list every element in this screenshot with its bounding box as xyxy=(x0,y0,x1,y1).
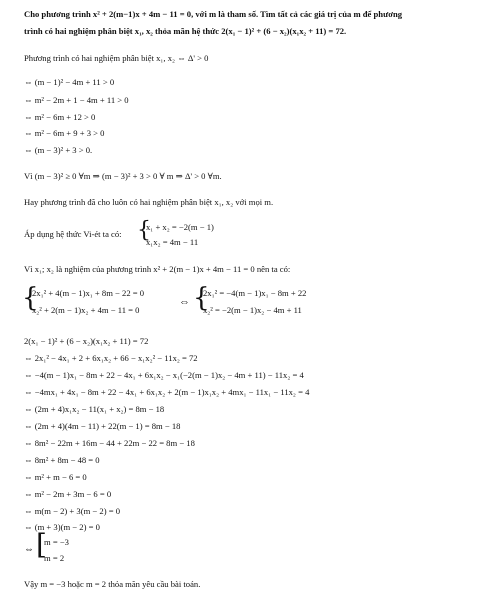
equivalence-arrow: ⇔ xyxy=(179,296,190,308)
system-eq: 2x₁² + 4(m − 1)x₁ + 8m − 22 = 0 xyxy=(32,288,145,298)
system-eq: x₂² + 2(m − 1)x₂ + 4m − 11 = 0 xyxy=(32,305,140,315)
condition-step: ⇔ m² − 6m + 9 + 3 > 0 xyxy=(24,128,105,138)
condition-step: ⇔ m² − 6m + 12 > 0 xyxy=(24,112,96,122)
system-brace-left: { xyxy=(22,283,39,313)
problem-line-1: Cho phương trình x² + 2(m−1)x + 4m − 11 = 0, với m là tham số. Tìm tất cả các giá trị của m để phương xyxy=(24,9,403,19)
because-line: Vì (m − 3)² ≥ 0 ∀m ⇒ (m − 3)² + 3 > 0 ∀ m ⇒ Δ' > 0 ∀m. xyxy=(24,171,222,181)
case-line: m = −3 xyxy=(44,537,69,547)
solution-step: ⇔ 8m² − 22m + 16m − 44 + 22m − 22 = 8m − 18 xyxy=(24,438,195,448)
solution-step: ⇔ (m + 3)(m − 2) = 0 xyxy=(24,522,100,532)
case-bracket: [ xyxy=(36,528,47,561)
vieta-label: Áp dụng hệ thức Vi-ét ta có: xyxy=(24,229,122,239)
vieta-sum: x₁ + x₂ = −2(m − 1) xyxy=(146,222,214,232)
solution-step: ⇔ (2m + 4)x₁x₂ − 11(x₁ + x₂) = 8m − 18 xyxy=(24,404,165,414)
conclusion-line: Hay phương trình đã cho luôn có hai nghiệm phân biệt x₁, x₂ với mọi m. xyxy=(24,197,274,207)
vieta-brace: { xyxy=(137,218,151,243)
vieta-product: x₁x₂ = 4m − 11 xyxy=(146,237,199,247)
condition-step: ⇔ (m − 1)² − 4m + 11 > 0 xyxy=(24,77,115,87)
system-brace-right: { xyxy=(193,283,210,313)
solution-step: ⇔ −4(m − 1)x₁ − 8m + 22 − 4x₁ + 6x₁x₂ − x₁(−2(m − 1)x₂ − 4m + 11) − 11x₂ = 4 xyxy=(24,370,304,380)
condition-intro: Phương trình có hai nghiệm phân biệt x₁, x₂ ⇔ Δ' > 0 xyxy=(24,53,209,63)
problem-line-2: trình có hai nghiệm phân biệt x₁, x₂ thỏa mãn hệ thức 2(x₁ − 1)² + (6 − x₂)(x₁x₂ + 11) = 72. xyxy=(24,26,347,36)
condition-step: ⇔ (m − 3)² + 3 > 0. xyxy=(24,145,93,155)
final-answer: Vậy m = −3 hoặc m = 2 thỏa mãn yêu cầu bài toán. xyxy=(24,579,201,589)
solution-step: 2(x₁ − 1)² + (6 − x₂)(x₁x₂ + 11) = 72 xyxy=(24,336,149,346)
roots-intro: Vì x₁; x₂ là nghiệm của phương trình x² + 2(m − 1)x + 4m − 11 = 0 nên ta có: xyxy=(24,264,291,274)
system-eq: 2x₁² = −4(m − 1)x₁ − 8m + 22 xyxy=(203,288,307,298)
solution-step: ⇔ m(m − 2) + 3(m − 2) = 0 xyxy=(24,506,121,516)
solution-step: ⇔ 8m² + 8m − 48 = 0 xyxy=(24,455,100,465)
case-line: m = 2 xyxy=(44,553,65,563)
condition-step: ⇔ m² − 2m + 1 − 4m + 11 > 0 xyxy=(24,95,129,105)
solution-step: ⇔ −4mx₁ + 4x₁ − 8m + 22 − 4x₁ + 6x₁x₂ + 2(m − 1)x₁x₂ + 4mx₁ − 11x₁ − 11x₂ = 4 xyxy=(24,387,310,397)
solution-step: ⇔ m² − 2m + 3m − 6 = 0 xyxy=(24,489,112,499)
final-arrow: ⇔ xyxy=(24,544,34,555)
system-eq: x₂² = −2(m − 1)x₂ − 4m + 11 xyxy=(203,305,302,315)
solution-step: ⇔ m² + m − 6 = 0 xyxy=(24,472,87,482)
solution-step: ⇔ (2m + 4)(4m − 11) + 22(m − 1) = 8m − 18 xyxy=(24,421,181,431)
solution-step: ⇔ 2x₁² − 4x₁ + 2 + 6x₁x₂ + 66 − x₁x₂² − 11x₂ = 72 xyxy=(24,353,198,363)
